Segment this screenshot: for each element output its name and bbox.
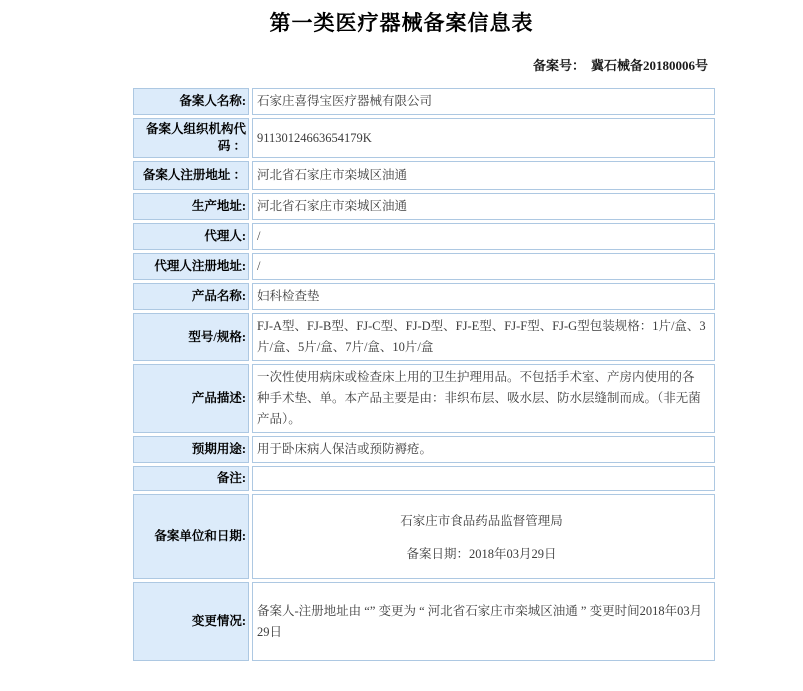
row-value-model-spec: FJ-A型、FJ-B型、FJ-C型、FJ-D型、FJ-E型、FJ-F型、FJ-G型包装规格：1片/盒、3片/盒、5片/盒、7片/盒、10片/盒 (252, 313, 715, 361)
table-row (133, 582, 715, 661)
row-label-org-code: 备案人组织机构代码 ： (133, 118, 249, 158)
filing-date: 备案日期：2018年03月29日 (406, 546, 557, 561)
table-row (133, 161, 715, 190)
row-value-filing-unit-date (252, 494, 715, 579)
row-value-product-name: 妇科检查垫 (252, 283, 715, 310)
table-row (133, 283, 715, 310)
record-number-value: 冀石械备20180006号 (590, 58, 708, 73)
row-label-product-description: 产品描述: (133, 364, 249, 433)
row-value-production-address: 河北省石家庄市栾城区油通 (252, 193, 715, 220)
table-row (133, 364, 715, 433)
row-label-filing-unit-date: 备案单位和日期: (133, 494, 249, 579)
row-label-change-info: 变更情况: (133, 582, 249, 661)
table-row (133, 223, 715, 250)
row-value-agent: / (252, 223, 715, 250)
table-row (133, 253, 715, 280)
table-row (133, 466, 715, 491)
row-value-remarks (252, 466, 715, 491)
row-label-agent: 代理人: (133, 223, 249, 250)
row-label-production-address: 生产地址: (133, 193, 249, 220)
registration-info-table (130, 85, 718, 664)
row-value-filer-name: 石家庄喜得宝医疗器械有限公司 (252, 88, 715, 115)
page-title: 第一类医疗器械备案信息表 (269, 11, 534, 35)
row-label-filer-address: 备案人注册地址 ： (133, 161, 249, 190)
row-value-org-code: 91130124663654179K (252, 118, 715, 158)
row-label-filer-name: 备案人名称: (133, 88, 249, 115)
record-sheet (130, 55, 718, 664)
record-number-line (130, 55, 718, 74)
row-label-agent-address: 代理人注册地址: (133, 253, 249, 280)
table-row (133, 88, 715, 115)
table-row (133, 118, 715, 158)
table-row (133, 193, 715, 220)
row-value-intended-use: 用于卧床病人保洁或预防褥疮。 (252, 436, 715, 463)
row-label-intended-use: 预期用途: (133, 436, 249, 463)
row-value-change-info: 备案人-注册地址由 “” 变更为 “ 河北省石家庄市栾城区油通 ” 变更时间2018年03月29日 (252, 582, 715, 661)
filing-unit: 石家庄市食品药品监督管理局 (400, 513, 563, 528)
record-number-label: 备案号： (532, 58, 585, 73)
table-row (133, 313, 715, 361)
row-value-product-description: 一次性使用病床或检查床上用的卫生护理用品。不包括手术室、产房内使用的各种手术垫、单。本产品主要是由：非织布层、吸水层、防水层缝制而成。（非无菌产品）。 (252, 364, 715, 433)
row-label-product-name: 产品名称: (133, 283, 249, 310)
table-row (133, 494, 715, 579)
row-value-filer-address: 河北省石家庄市栾城区油通 (252, 161, 715, 190)
row-label-remarks: 备注: (133, 466, 249, 491)
row-label-model-spec: 型号/规格: (133, 313, 249, 361)
table-row (133, 436, 715, 463)
row-value-agent-address: / (252, 253, 715, 280)
